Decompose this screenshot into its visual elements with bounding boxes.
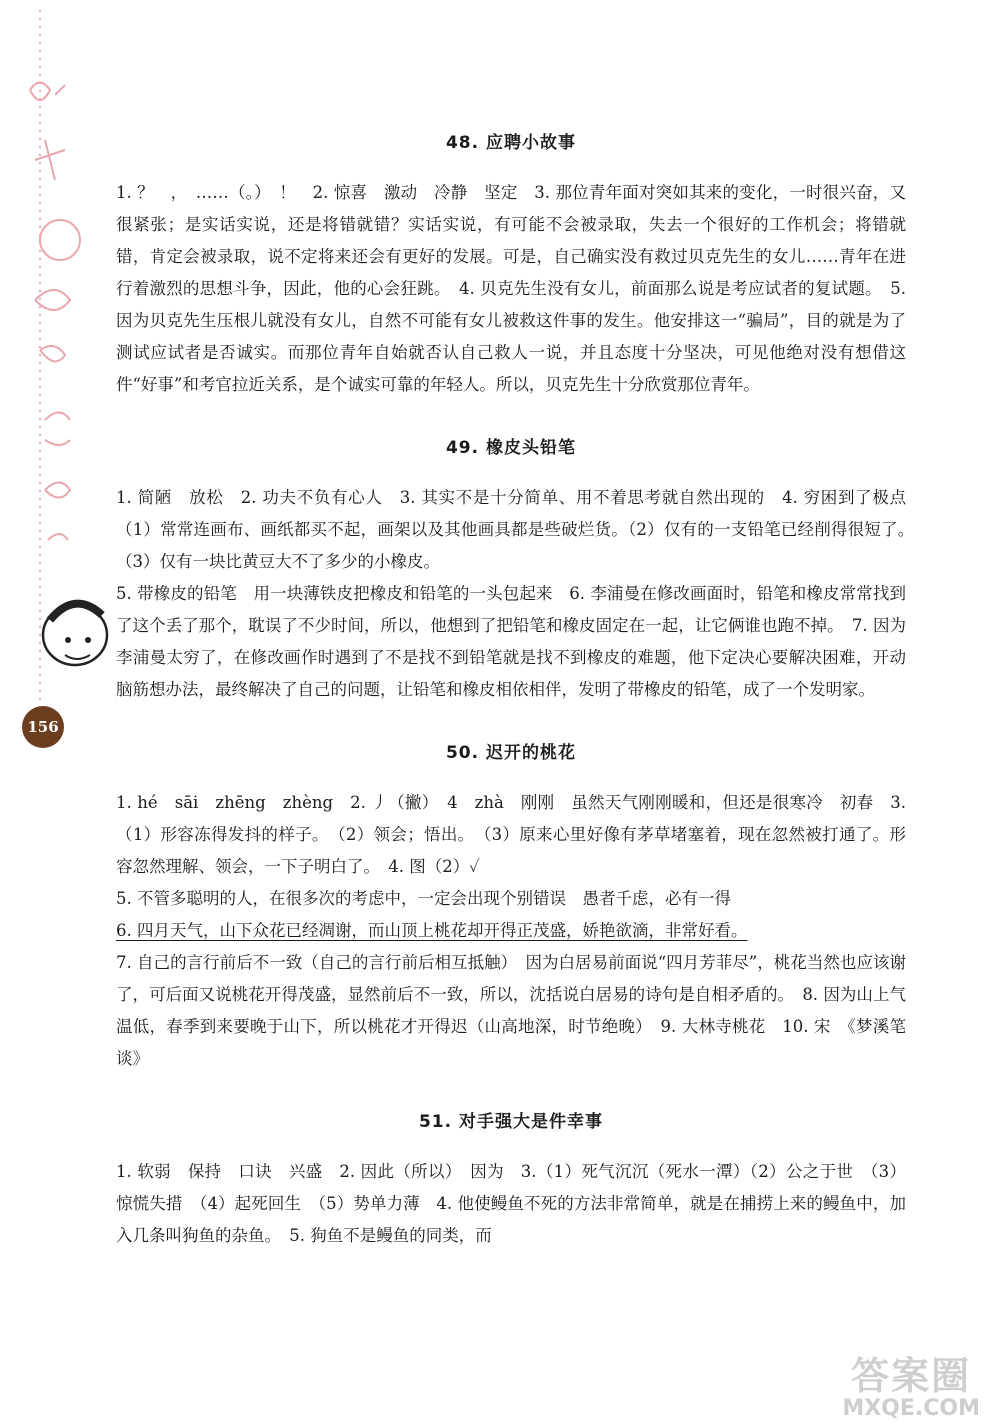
answer-paragraph: 1. 软弱 保持 口诀 兴盛 2. 因此（所以） 因为 3.（1）死气沉沉（死水一潭）（2）公之于世 （3）惊慌失措 （4）起死回生 （5）势单力薄 4. 他使鳗鱼不死的方法非常简单，就是在捕捞上来的鳗鱼中，加入几条叫狗鱼的杂鱼。 5. 狗鱼不是鳗鱼的同类，而 bbox=[116, 1162, 906, 1245]
watermark-url: MXQE.COM bbox=[842, 1396, 980, 1421]
section-title: 51. 对手强大是件幸事 bbox=[418, 1112, 604, 1132]
section-title: 50. 迟开的桃花 bbox=[445, 743, 577, 763]
section-title: 49. 橡皮头铅笔 bbox=[445, 438, 577, 458]
answer-paragraph: 1. hé sāi zhēng zhèng 2. 丿（撇） 4 zhà 刚刚 虽然天气刚刚暖和，但还是很寒冷 初春 3.（1）形容冻得发抖的样子。 （2）领会；悟出。 （3）原来心里好像有茅草堵塞着，现在忽然被打通了。形容忽然理解、领会，一下子明白了。 4. 图（2）✓ bbox=[116, 793, 906, 876]
section-50 bbox=[116, 738, 906, 1075]
page-number: 156 bbox=[22, 706, 64, 748]
answer-paragraph: 1. ？ ， ……（。） ！ 2. 惊喜 激动 冷静 坚定 3. 那位青年面对突如其来的变化，一时很兴奋，又很紧张；是实话实说，还是将错就错？实话实说，有可能不会被录取，失去一个很好的工作机会；将错就错，肯定会被录取，说不定将来还会有更好的发展。可是，自己确实没有救过贝克先生的女儿……青年在进行着激烈的思想斗争，因此，他的心会狂跳。 4. 贝克先生没有女儿，前面那么说是考应试者的复试题。 5. 因为贝克先生压根儿就没有女儿，自然不可能有女儿被救这件事的发生。他安排这一“骗局”，目的就是为了测试应试者是否诚实。而那位青年自始就否认自己救人一说，并且态度十分坚决，可见他绝对没有想借这件“好事”和考官拉近关系，是个诚实可靠的年轻人。所以，贝克先生十分欣赏那位青年。 bbox=[116, 183, 906, 394]
section-51 bbox=[116, 1107, 906, 1252]
answer-paragraph: 5. 不管多聪明的人，在很多次的考虑中，一定会出现个别错误 愚者千虑，必有一得 bbox=[116, 889, 731, 908]
section-49 bbox=[116, 433, 923, 706]
answer-paragraph-underlined: 6. 四月天气，山下众花已经凋谢，而山顶上桃花却开得正茂盛，娇艳欲滴，非常好看。 bbox=[116, 921, 748, 940]
answer-paragraph: 1. 简陋 放松 2. 功夫不负有心人 3. 其实不是十分简单、用不着思考就自然出现的 4. 穷困到了极点 （1）常常连画布、画纸都买不起，画架以及其他画具都是些破烂货。（2）仅有的一支铅笔已经削得很短了。 （3）仅有一块比黄豆大不了多少的小橡皮。 bbox=[116, 488, 923, 571]
watermark-logo-text: 答案圈 bbox=[851, 1354, 972, 1398]
answer-content bbox=[116, 128, 923, 1284]
answer-paragraph: 5. 带橡皮的铅笔 用一块薄铁皮把橡皮和铅笔的一头包起来 6. 李浦曼在修改画面时，铅笔和橡皮常常找到了这个丢了那个，耽误了不少时间，所以，他想到了把铅笔和橡皮固定在一起，让它俩谁也跑不掉。 7. 因为李浦曼太穷了，在修改画作时遇到了不是找不到铅笔就是找不到橡皮的难题，他下定决心要解决困难，开动脑筋想办法，最终解决了自己的问题，让铅笔和橡皮相依相伴，发明了带橡皮的铅笔，成了一个发明家。 bbox=[116, 584, 906, 699]
site-watermark bbox=[842, 1356, 980, 1421]
section-48 bbox=[116, 128, 906, 401]
answer-paragraph: 7. 自己的言行前后不一致（自己的言行前后相互抵触） 因为白居易前面说“四月芳菲尽”，桃花当然也应该谢了，可后面又说桃花开得茂盛，显然前后不一致，所以，沈括说白居易的诗句是自相矛盾的。 8. 因为山上气温低，春季到来要晚于山下，所以桃花才开得迟（山高地深，时节绝晚） 9. 大林寺桃花 10. 宋 《梦溪笔谈》 bbox=[116, 953, 906, 1068]
margin-sketch-decoration bbox=[0, 0, 120, 800]
section-title: 48. 应聘小故事 bbox=[445, 133, 577, 153]
